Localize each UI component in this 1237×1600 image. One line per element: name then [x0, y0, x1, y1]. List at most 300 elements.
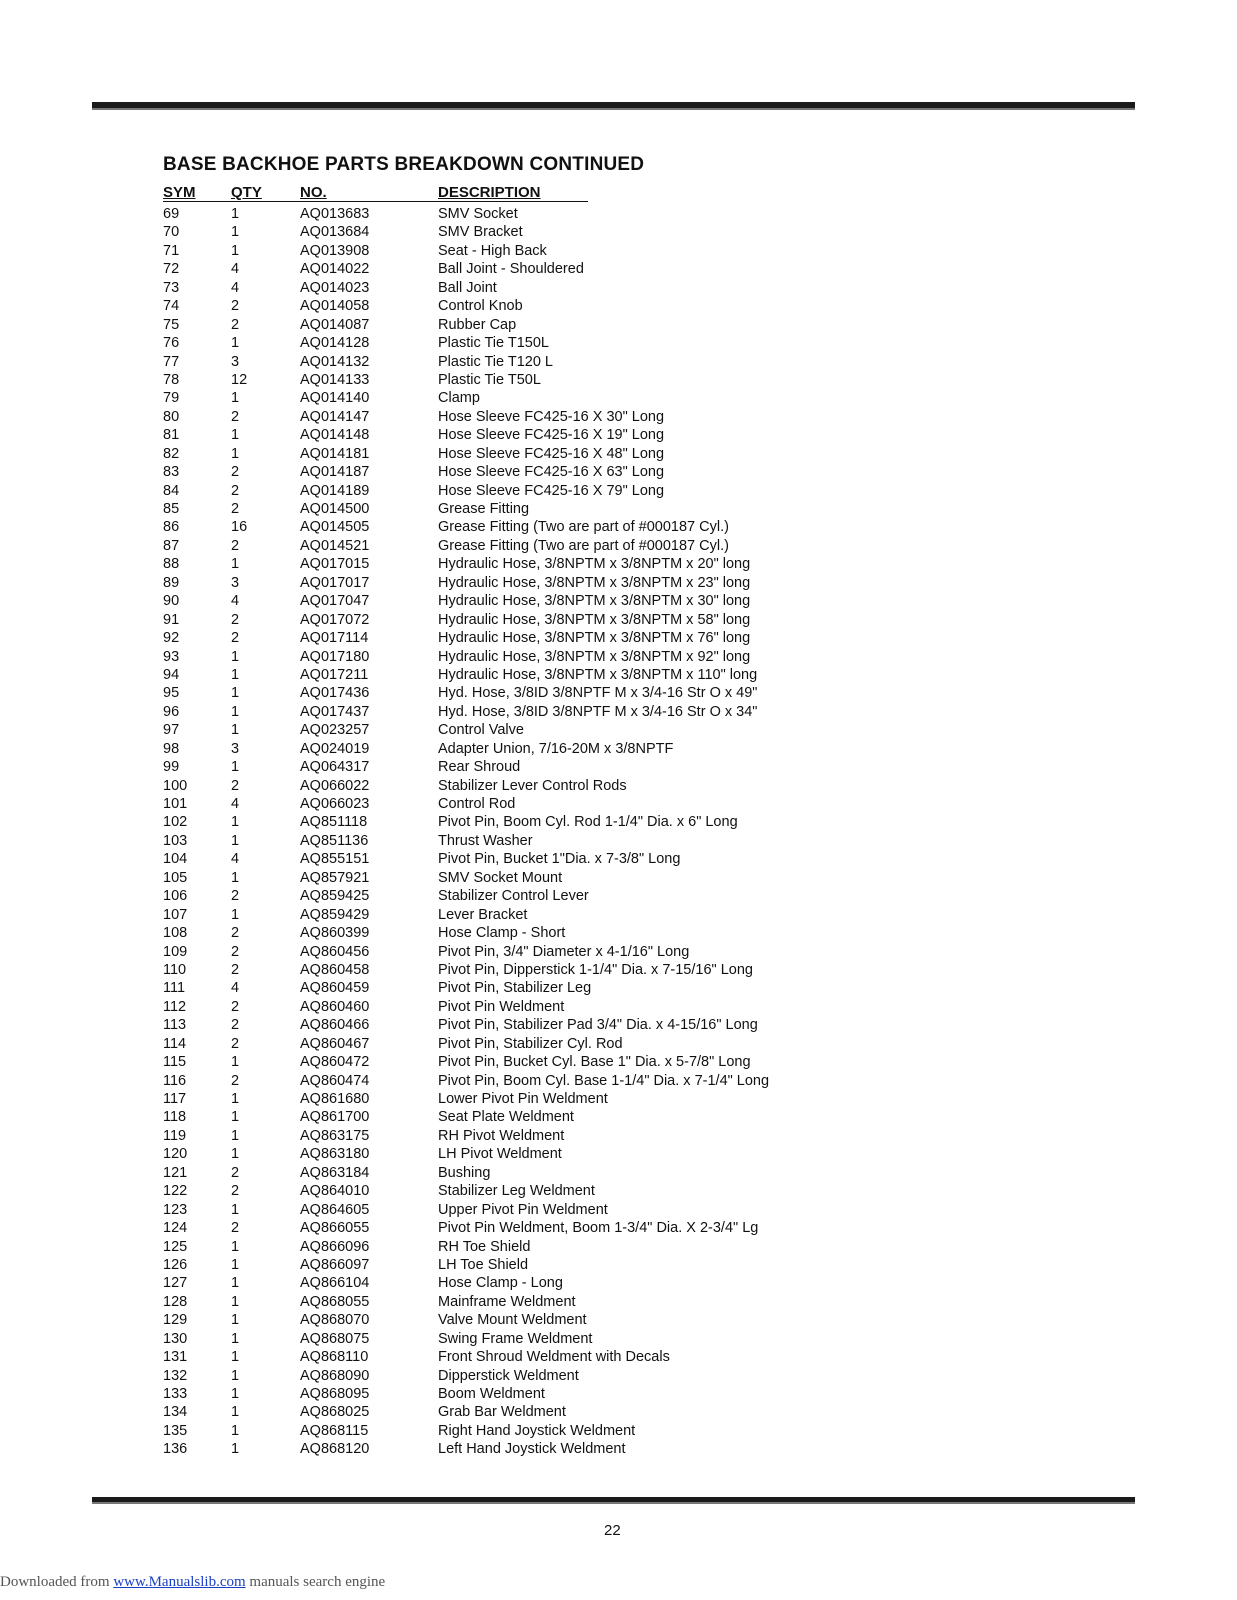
part-description: Bushing [438, 1164, 491, 1181]
part-sym: 124 [163, 1220, 188, 1237]
part-sym: 76 [163, 335, 180, 352]
part-sym: 80 [163, 408, 180, 425]
header-no: NO. [300, 184, 327, 201]
part-sym: 105 [163, 869, 188, 886]
part-description: Plastic Tie T120 L [438, 353, 553, 370]
part-description: Ball Joint - Shouldered [438, 261, 584, 278]
part-qty: 4 [231, 980, 240, 997]
header-sym: SYM [163, 184, 196, 201]
part-qty: 2 [231, 777, 240, 794]
part-description: Hose Sleeve FC425-16 X 79" Long [438, 482, 665, 499]
part-description: RH Toe Shield [438, 1238, 531, 1255]
table-row [0, 1367, 1237, 1385]
part-qty: 1 [231, 1386, 240, 1402]
part-sym: 95 [163, 685, 180, 702]
part-number: AQ860458 [300, 961, 370, 978]
part-description: LH Pivot Weldment [438, 1146, 562, 1163]
part-number: AQ017047 [300, 593, 370, 610]
part-sym: 134 [163, 1404, 188, 1421]
part-description: Valve Mount Weldment [438, 1312, 587, 1329]
table-row [0, 500, 1237, 518]
part-sym: 74 [163, 298, 180, 315]
part-qty: 1 [231, 832, 240, 849]
part-qty: 4 [231, 851, 240, 868]
part-number: AQ860459 [300, 980, 370, 997]
part-qty: 2 [231, 611, 240, 628]
part-qty: 2 [231, 1072, 240, 1089]
part-qty: 1 [231, 1404, 240, 1421]
part-number: AQ064317 [300, 759, 370, 776]
part-description: RH Pivot Weldment [438, 1127, 565, 1144]
part-description: Hydraulic Hose, 3/8NPTM x 3/8NPTM x 20" long [438, 556, 751, 573]
table-row [0, 1127, 1237, 1145]
part-sym: 122 [163, 1183, 188, 1200]
manualslib-link[interactable]: www.Manualslib.com [113, 1574, 246, 1590]
table-row [0, 1256, 1237, 1274]
table-row [0, 1293, 1237, 1311]
part-sym: 119 [163, 1127, 187, 1144]
part-sym: 87 [163, 537, 180, 554]
part-description: Pivot Pin, 3/4" Diameter x 4-1/16" Long [438, 943, 690, 960]
part-qty: 1 [231, 869, 240, 886]
table-row [0, 1182, 1237, 1200]
part-sym: 75 [163, 316, 180, 333]
part-sym: 128 [163, 1293, 188, 1310]
page-number: 22 [604, 1522, 621, 1539]
part-sym: 126 [163, 1256, 188, 1273]
part-number: AQ014181 [300, 445, 370, 462]
table-row [0, 869, 1237, 887]
part-description: Pivot Pin, Bucket 1"Dia. x 7-3/8" Long [438, 851, 681, 868]
table-row [0, 1108, 1237, 1126]
table-row [0, 1016, 1237, 1034]
table-row [0, 223, 1237, 241]
part-number: AQ017211 [300, 666, 369, 683]
part-description: LH Toe Shield [438, 1256, 529, 1273]
part-sym: 125 [163, 1238, 188, 1255]
part-description: Rear Shroud [438, 759, 521, 776]
part-qty: 3 [231, 353, 240, 370]
bottom-rule [92, 1497, 1135, 1504]
part-sym: 133 [163, 1386, 188, 1402]
part-number: AQ851118 [300, 814, 368, 831]
part-qty: 1 [231, 242, 240, 259]
part-description: Control Valve [438, 722, 524, 739]
part-qty: 1 [231, 685, 240, 702]
part-number: AQ013683 [300, 206, 370, 222]
part-sym: 130 [163, 1330, 188, 1347]
part-qty: 3 [231, 574, 240, 591]
table-row [0, 1164, 1237, 1182]
table-row [0, 1090, 1237, 1108]
table-row [0, 850, 1237, 868]
part-description: Hyd. Hose, 3/8ID 3/8NPTF M x 3/4-16 Str O x 34" [438, 703, 758, 720]
part-number: AQ859425 [300, 888, 370, 905]
part-number: AQ014128 [300, 335, 370, 352]
table-row [0, 574, 1237, 592]
part-number: AQ868110 [300, 1349, 369, 1366]
part-description: Grease Fitting [438, 501, 530, 517]
table-row [0, 592, 1237, 610]
part-number: AQ017015 [300, 556, 370, 573]
part-sym: 131 [163, 1349, 188, 1366]
header-description: DESCRIPTION [438, 184, 541, 201]
table-row [0, 721, 1237, 739]
table-row [0, 242, 1237, 260]
table-row [0, 961, 1237, 979]
table-row [0, 740, 1237, 758]
part-qty: 1 [231, 1109, 240, 1126]
part-qty: 1 [231, 224, 240, 241]
part-qty: 4 [231, 593, 240, 610]
part-number: AQ851136 [300, 832, 369, 849]
part-qty: 2 [231, 925, 240, 942]
part-sym: 101 [163, 796, 188, 812]
part-sym: 123 [163, 1201, 188, 1218]
part-sym: 117 [163, 1091, 187, 1107]
part-description: Stabilizer Leg Weldment [438, 1183, 595, 1200]
part-qty: 2 [231, 1017, 240, 1034]
part-sym: 78 [163, 371, 180, 388]
part-number: AQ864605 [300, 1201, 370, 1218]
part-description: Pivot Pin Weldment [438, 998, 565, 1015]
part-description: Hydraulic Hose, 3/8NPTM x 3/8NPTM x 110" long [438, 666, 758, 683]
part-description: Clamp [438, 390, 480, 407]
part-number: AQ868075 [300, 1330, 370, 1347]
part-number: AQ013684 [300, 224, 370, 241]
part-qty: 2 [231, 537, 240, 554]
part-description: Plastic Tie T50L [438, 371, 541, 388]
table-row [0, 777, 1237, 795]
part-qty: 1 [231, 1201, 240, 1218]
table-row [0, 629, 1237, 647]
part-qty: 2 [231, 482, 240, 499]
part-qty: 1 [231, 427, 240, 444]
part-description: Seat Plate Weldment [438, 1109, 574, 1126]
table-row [0, 1072, 1237, 1090]
part-qty: 1 [231, 1146, 240, 1163]
part-sym: 103 [163, 832, 188, 849]
part-sym: 114 [163, 1035, 187, 1052]
part-number: AQ860399 [300, 925, 370, 942]
table-row [0, 795, 1237, 813]
part-description: Lever Bracket [438, 906, 528, 923]
part-sym: 93 [163, 648, 180, 665]
table-row [0, 426, 1237, 444]
part-qty: 4 [231, 796, 240, 812]
table-row [0, 813, 1237, 831]
part-sym: 102 [163, 814, 188, 831]
part-qty: 1 [231, 445, 240, 462]
part-number: AQ014521 [300, 537, 370, 554]
table-row [0, 353, 1237, 371]
part-description: Hose Clamp - Short [438, 925, 566, 942]
part-sym: 127 [163, 1275, 188, 1292]
part-description: SMV Bracket [438, 224, 523, 241]
part-number: AQ866104 [300, 1275, 370, 1292]
part-description: Left Hand Joystick Weldment [438, 1441, 626, 1458]
part-description: SMV Socket Mount [438, 869, 563, 886]
part-description: Hose Sleeve FC425-16 X 63" Long [438, 464, 665, 481]
part-number: AQ868120 [300, 1441, 370, 1458]
table-row [0, 1440, 1237, 1458]
part-sym: 71 [163, 242, 180, 259]
part-sym: 111 [163, 980, 186, 997]
part-sym: 108 [163, 925, 188, 942]
part-number: AQ868090 [300, 1367, 370, 1384]
part-sym: 84 [163, 482, 180, 499]
part-description: Control Rod [438, 796, 516, 812]
part-number: AQ868095 [300, 1386, 370, 1402]
part-sym: 118 [163, 1109, 187, 1126]
table-row [0, 1422, 1237, 1440]
part-sym: 110 [163, 961, 187, 978]
part-description: Plastic Tie T150L [438, 335, 549, 352]
part-qty: 2 [231, 501, 240, 517]
part-number: AQ014132 [300, 353, 370, 370]
part-number: AQ863175 [300, 1127, 370, 1144]
part-number: AQ860467 [300, 1035, 370, 1052]
part-number: AQ860466 [300, 1017, 370, 1034]
part-description: Hydraulic Hose, 3/8NPTM x 3/8NPTM x 30" long [438, 593, 751, 610]
part-sym: 98 [163, 740, 180, 757]
part-number: AQ863184 [300, 1164, 370, 1181]
part-description: Seat - High Back [438, 242, 547, 259]
part-number: AQ014189 [300, 482, 370, 499]
part-number: AQ868070 [300, 1312, 370, 1329]
part-qty: 1 [231, 648, 240, 665]
part-qty: 1 [231, 335, 240, 352]
part-description: Pivot Pin, Dipperstick 1-1/4" Dia. x 7-15/16" Long [438, 961, 753, 978]
table-row [0, 1053, 1237, 1071]
part-qty: 1 [231, 1127, 240, 1144]
table-row [0, 684, 1237, 702]
part-number: AQ017114 [300, 630, 369, 647]
table-row [0, 297, 1237, 315]
part-description: Pivot Pin, Stabilizer Pad 3/4" Dia. x 4-15/16" Long [438, 1017, 758, 1034]
part-description: Hydraulic Hose, 3/8NPTM x 3/8NPTM x 23" long [438, 574, 751, 591]
table-row [0, 648, 1237, 666]
part-qty: 2 [231, 464, 240, 481]
part-qty: 12 [231, 371, 248, 388]
table-row [0, 537, 1237, 555]
part-description: Pivot Pin, Stabilizer Leg [438, 980, 592, 997]
part-number: AQ017437 [300, 703, 370, 720]
table-row [0, 887, 1237, 905]
part-description: Grease Fitting (Two are part of #000187 Cyl.) [438, 519, 729, 536]
part-sym: 89 [163, 574, 180, 591]
part-sym: 100 [163, 777, 188, 794]
table-row [0, 555, 1237, 573]
part-sym: 97 [163, 722, 180, 739]
part-description: Hyd. Hose, 3/8ID 3/8NPTF M x 3/4-16 Str O x 49" [438, 685, 758, 702]
part-sym: 90 [163, 593, 180, 610]
part-number: AQ866097 [300, 1256, 370, 1273]
part-sym: 86 [163, 519, 180, 536]
part-description: Upper Pivot Pin Weldment [438, 1201, 608, 1218]
part-qty: 1 [231, 1293, 240, 1310]
part-sym: 83 [163, 464, 180, 481]
part-sym: 79 [163, 390, 180, 407]
part-sym: 109 [163, 943, 188, 960]
part-description: Rubber Cap [438, 316, 517, 333]
part-number: AQ014140 [300, 390, 370, 407]
part-number: AQ014147 [300, 408, 370, 425]
part-sym: 115 [163, 1054, 187, 1071]
part-qty: 2 [231, 1220, 240, 1237]
table-row [0, 408, 1237, 426]
part-qty: 1 [231, 703, 240, 720]
table-row [0, 1403, 1237, 1421]
header-underline [163, 201, 588, 202]
part-number: AQ066023 [300, 796, 370, 812]
table-row [0, 482, 1237, 500]
table-row [0, 1274, 1237, 1292]
part-qty: 1 [231, 1441, 240, 1458]
part-description: Lower Pivot Pin Weldment [438, 1091, 608, 1107]
download-footer [0, 1574, 385, 1591]
part-sym: 106 [163, 888, 188, 905]
part-number: AQ863180 [300, 1146, 370, 1163]
part-number: AQ014187 [300, 464, 370, 481]
part-qty: 2 [231, 298, 240, 315]
part-description: Grab Bar Weldment [438, 1404, 566, 1421]
part-sym: 72 [163, 261, 180, 278]
part-description: Hose Sleeve FC425-16 X 19" Long [438, 427, 665, 444]
part-description: Pivot Pin, Bucket Cyl. Base 1" Dia. x 5-7/8" Long [438, 1054, 751, 1071]
table-row [0, 1201, 1237, 1219]
table-row [0, 832, 1237, 850]
part-description: Grease Fitting (Two are part of #000187 Cyl.) [438, 537, 729, 554]
part-description: Swing Frame Weldment [438, 1330, 593, 1347]
part-number: AQ017017 [300, 574, 370, 591]
table-row [0, 758, 1237, 776]
part-description: Thrust Washer [438, 832, 533, 849]
table-row [0, 998, 1237, 1016]
part-description: Adapter Union, 7/16-20M x 3/8NPTF [438, 740, 674, 757]
part-qty: 1 [231, 1312, 240, 1329]
part-qty: 4 [231, 261, 240, 278]
part-qty: 1 [231, 1275, 240, 1292]
part-qty: 2 [231, 943, 240, 960]
part-description: SMV Socket [438, 206, 518, 222]
table-row [0, 1385, 1237, 1403]
table-row [0, 463, 1237, 481]
table-row [0, 279, 1237, 297]
parts-table [0, 205, 1237, 1459]
part-qty: 2 [231, 1164, 240, 1181]
part-description: Right Hand Joystick Weldment [438, 1422, 636, 1439]
table-row [0, 666, 1237, 684]
part-number: AQ866055 [300, 1220, 370, 1237]
part-qty: 1 [231, 1238, 240, 1255]
header-qty: QTY [231, 184, 262, 201]
part-qty: 1 [231, 556, 240, 573]
part-number: AQ017436 [300, 685, 370, 702]
part-number: AQ014148 [300, 427, 370, 444]
part-qty: 1 [231, 1367, 240, 1384]
table-row [0, 703, 1237, 721]
part-sym: 69 [163, 206, 180, 222]
part-description: Boom Weldment [438, 1386, 545, 1402]
part-qty: 1 [231, 906, 240, 923]
part-sym: 135 [163, 1422, 188, 1439]
part-number: AQ864010 [300, 1183, 370, 1200]
part-number: AQ014505 [300, 519, 370, 536]
part-number: AQ860460 [300, 998, 370, 1015]
part-number: AQ023257 [300, 722, 370, 739]
part-number: AQ860474 [300, 1072, 370, 1089]
part-description: Ball Joint [438, 279, 497, 296]
part-description: Hydraulic Hose, 3/8NPTM x 3/8NPTM x 92" long [438, 648, 751, 665]
part-qty: 2 [231, 961, 240, 978]
part-qty: 1 [231, 722, 240, 739]
part-number: AQ024019 [300, 740, 370, 757]
part-description: Pivot Pin Weldment, Boom 1-3/4" Dia. X 2-3/4" Lg [438, 1220, 759, 1237]
part-description: Hose Sleeve FC425-16 X 30" Long [438, 408, 665, 425]
part-number: AQ013908 [300, 242, 370, 259]
table-row [0, 518, 1237, 536]
part-description: Control Knob [438, 298, 523, 315]
part-sym: 107 [163, 906, 188, 923]
part-sym: 116 [163, 1072, 187, 1089]
part-number: AQ859429 [300, 906, 370, 923]
part-qty: 1 [231, 1256, 240, 1273]
part-sym: 120 [163, 1146, 188, 1163]
part-sym: 88 [163, 556, 180, 573]
part-number: AQ855151 [300, 851, 370, 868]
part-number: AQ857921 [300, 869, 370, 886]
part-sym: 73 [163, 279, 180, 296]
part-sym: 70 [163, 224, 180, 241]
part-description: Stabilizer Control Lever [438, 888, 589, 905]
part-sym: 121 [163, 1164, 188, 1181]
table-row [0, 924, 1237, 942]
part-qty: 3 [231, 740, 240, 757]
part-description: Hydraulic Hose, 3/8NPTM x 3/8NPTM x 58" long [438, 611, 751, 628]
table-row [0, 1145, 1237, 1163]
part-number: AQ014087 [300, 316, 370, 333]
part-qty: 2 [231, 888, 240, 905]
part-number: AQ017180 [300, 648, 370, 665]
part-sym: 92 [163, 630, 180, 647]
part-qty: 4 [231, 279, 240, 296]
part-number: AQ014500 [300, 501, 370, 517]
part-qty: 1 [231, 1330, 240, 1347]
part-qty: 1 [231, 1091, 240, 1107]
table-row [0, 1035, 1237, 1053]
part-sym: 77 [163, 353, 180, 370]
part-qty: 2 [231, 316, 240, 333]
part-qty: 2 [231, 1183, 240, 1200]
part-number: AQ868025 [300, 1404, 370, 1421]
part-qty: 1 [231, 206, 240, 222]
table-row [0, 445, 1237, 463]
part-qty: 2 [231, 1035, 240, 1052]
footer-prefix: Downloaded from [0, 1574, 114, 1590]
part-sym: 91 [163, 611, 180, 628]
part-number: AQ014058 [300, 298, 370, 315]
part-number: AQ866096 [300, 1238, 370, 1255]
part-sym: 112 [163, 998, 187, 1015]
part-number: AQ861700 [300, 1109, 370, 1126]
part-qty: 1 [231, 759, 240, 776]
table-row [0, 611, 1237, 629]
part-number: AQ014133 [300, 371, 370, 388]
table-row [0, 1348, 1237, 1366]
part-description: Dipperstick Weldment [438, 1367, 579, 1384]
part-description: Stabilizer Lever Control Rods [438, 777, 627, 794]
